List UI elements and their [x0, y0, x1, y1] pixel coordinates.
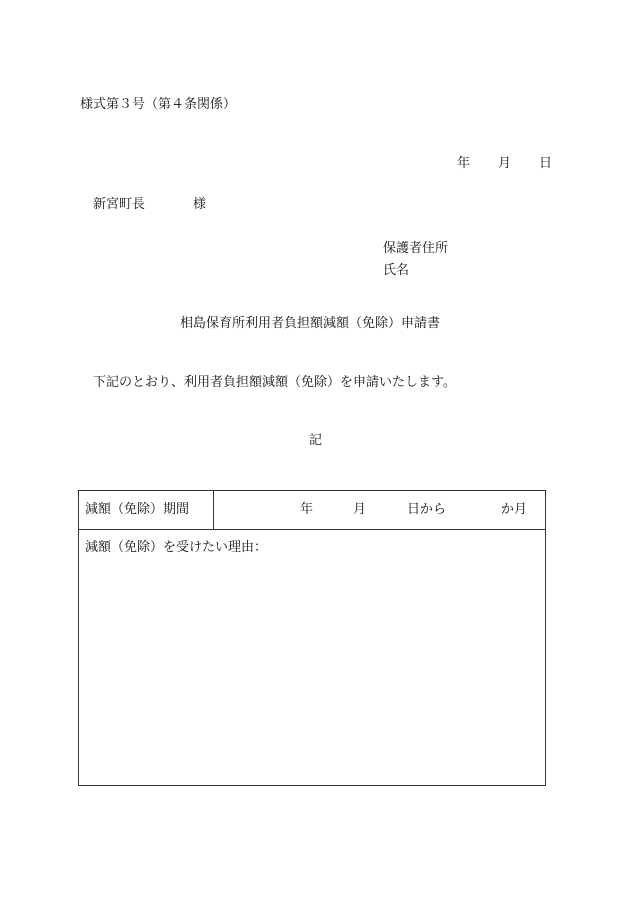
ki-heading: 記 — [309, 433, 323, 448]
period-months-label: か月 — [501, 502, 528, 517]
date-year-label: 年 — [457, 156, 471, 171]
period-value-cell — [214, 491, 545, 529]
period-year-label: 年 — [300, 502, 314, 517]
period-month-label: 月 — [353, 502, 367, 517]
period-row — [79, 491, 545, 530]
addressee-name: 新宮町長 — [93, 197, 146, 212]
period-from-label: 日から — [407, 502, 447, 517]
reason-label: 減額（免除）を受けたい理由： — [85, 540, 268, 555]
addressee — [93, 198, 206, 211]
date-month-label: 月 — [498, 156, 512, 171]
form-number: 様式第３号（第４条関係） — [80, 97, 237, 112]
period-label: 減額（免除）期間 — [79, 491, 214, 529]
application-table — [78, 490, 546, 786]
reason-row — [79, 530, 545, 785]
applicant-block — [383, 238, 448, 282]
date-day-label: 日 — [539, 156, 553, 171]
applicant-name-label: 氏名 — [383, 263, 410, 278]
addressee-honorific: 様 — [193, 197, 207, 212]
document-title: 相島保育所利用者負担額減額（免除）申請書 — [180, 316, 441, 331]
date-line — [457, 157, 552, 170]
applicant-address-label: 保護者住所 — [383, 241, 449, 256]
intro-text: 下記のとおり、利用者負担額減額（免除）を申請いたします。 — [93, 375, 456, 390]
